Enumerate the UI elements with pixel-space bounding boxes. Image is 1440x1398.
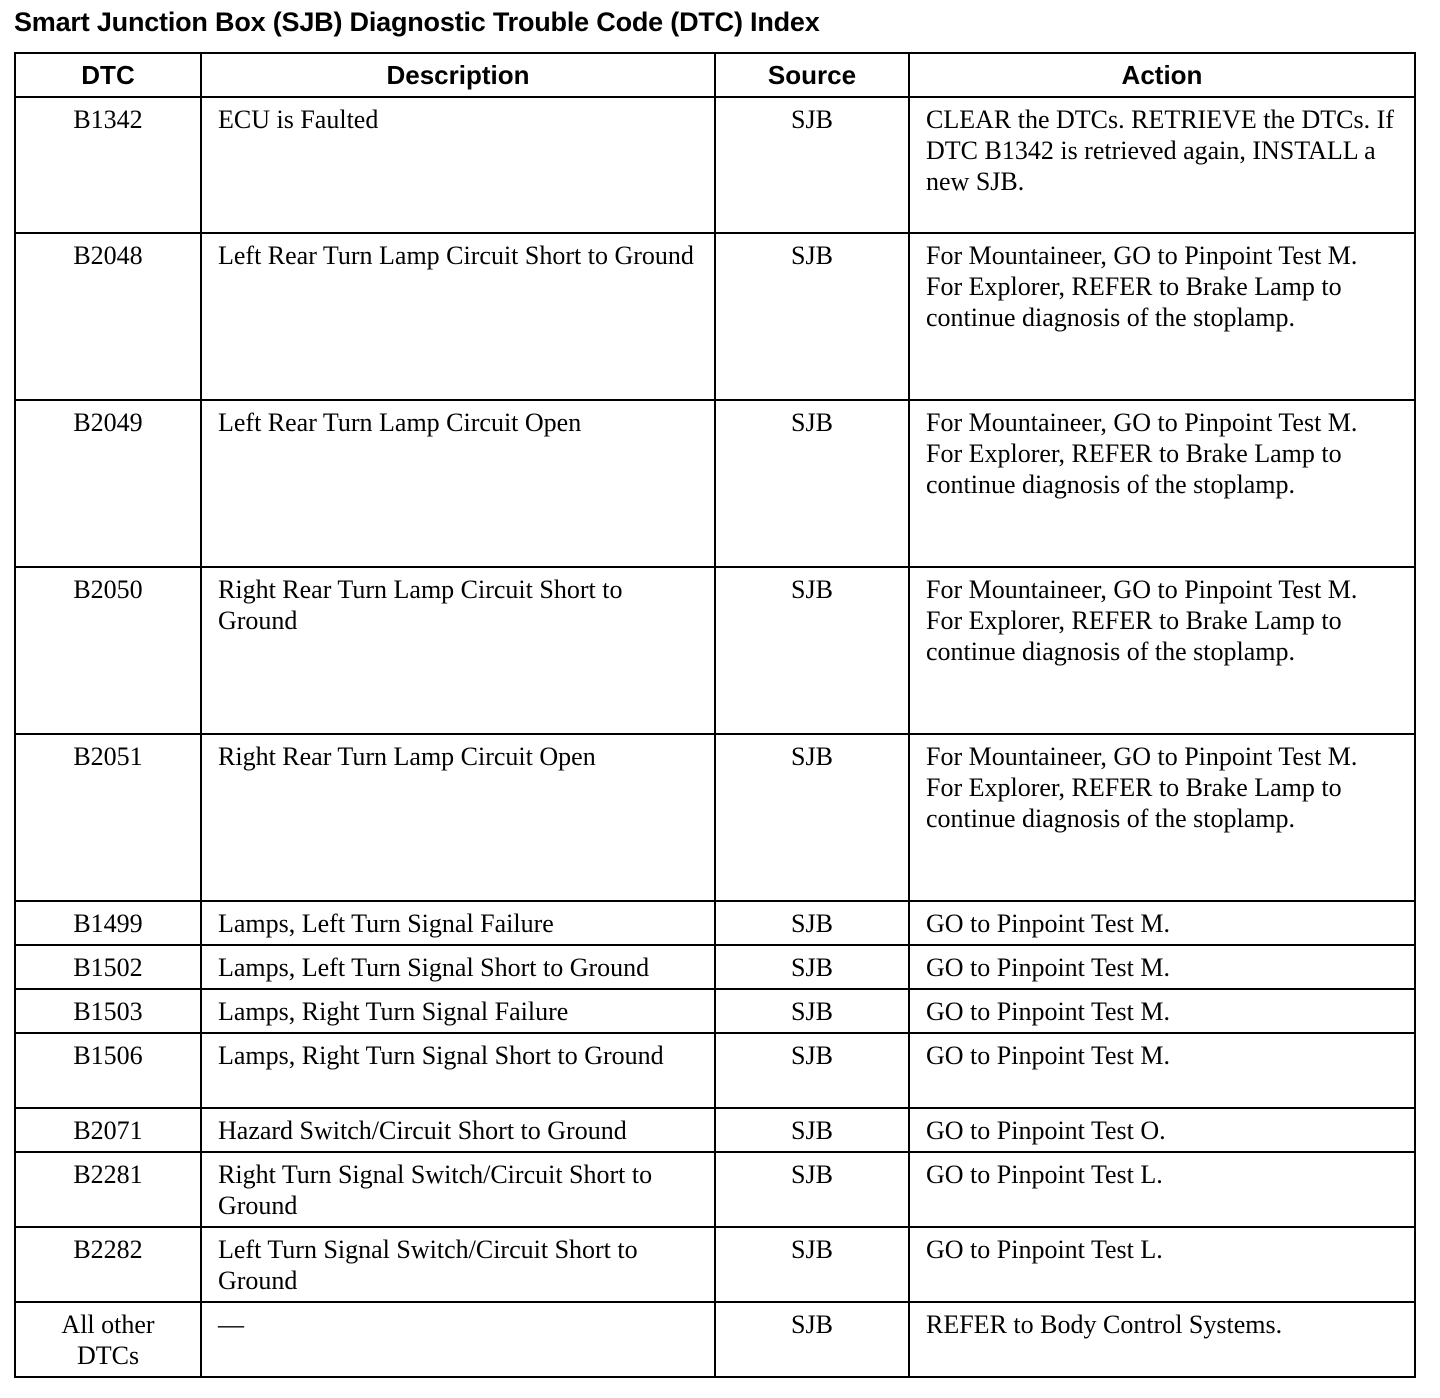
dtc-code-cell: B2071 bbox=[15, 1108, 201, 1152]
description-cell: — bbox=[201, 1302, 715, 1377]
dtc-code-cell: B1503 bbox=[15, 989, 201, 1033]
action-text: REFER to Body Control Systems. bbox=[926, 1310, 1283, 1339]
table-row bbox=[15, 1302, 1415, 1377]
dtc-code-cell: B2051 bbox=[15, 734, 201, 901]
table-row bbox=[15, 1152, 1415, 1227]
table-row bbox=[15, 901, 1415, 945]
action-cell bbox=[909, 901, 1415, 945]
description-cell: Lamps, Right Turn Signal Short to Ground bbox=[201, 1033, 715, 1108]
table-body bbox=[15, 97, 1415, 1377]
description-cell: ECU is Faulted bbox=[201, 97, 715, 233]
source-cell: SJB bbox=[715, 1033, 909, 1108]
action-cell bbox=[909, 1108, 1415, 1152]
source-cell: SJB bbox=[715, 1108, 909, 1152]
action-text: For Mountaineer, GO to Pinpoint Test M. bbox=[926, 241, 1358, 270]
table-row bbox=[15, 1033, 1415, 1108]
table-row bbox=[15, 97, 1415, 233]
action-text: GO to Pinpoint Test L. bbox=[926, 1235, 1163, 1264]
action-cell bbox=[909, 1302, 1415, 1377]
action-text: For Mountaineer, GO to Pinpoint Test M. bbox=[926, 575, 1358, 604]
page-title: Smart Junction Box (SJB) Diagnostic Trouble Code (DTC) Index bbox=[14, 7, 820, 37]
header-dtc: DTC bbox=[15, 53, 201, 97]
table-row bbox=[15, 233, 1415, 400]
dtc-code-cell: B1502 bbox=[15, 945, 201, 989]
action-text: For Explorer, REFER to Brake Lamp to continue diagnosis of the stoplamp. bbox=[926, 272, 1342, 332]
source-cell: SJB bbox=[715, 734, 909, 901]
action-text: CLEAR the DTCs. RETRIEVE the DTCs. If DTC B1342 is retrieved again, INSTALL a new SJB. bbox=[926, 105, 1394, 196]
dtc-code-cell: B1499 bbox=[15, 901, 201, 945]
dtc-index-table bbox=[14, 52, 1416, 1378]
table-row bbox=[15, 734, 1415, 901]
action-cell bbox=[909, 945, 1415, 989]
action-text: GO to Pinpoint Test M. bbox=[926, 953, 1171, 982]
action-text: For Mountaineer, GO to Pinpoint Test M. bbox=[926, 408, 1358, 437]
table-row bbox=[15, 989, 1415, 1033]
dtc-code-cell: B2049 bbox=[15, 400, 201, 567]
table-row bbox=[15, 945, 1415, 989]
table-header-row bbox=[15, 53, 1415, 97]
action-cell bbox=[909, 97, 1415, 233]
action-cell bbox=[909, 567, 1415, 734]
source-cell: SJB bbox=[715, 901, 909, 945]
dtc-code-cell: B2048 bbox=[15, 233, 201, 400]
description-cell: Lamps, Right Turn Signal Failure bbox=[201, 989, 715, 1033]
action-text: GO to Pinpoint Test M. bbox=[926, 997, 1171, 1026]
header-source: Source bbox=[715, 53, 909, 97]
source-cell: SJB bbox=[715, 567, 909, 734]
dtc-code-cell: B1342 bbox=[15, 97, 201, 233]
action-text: GO to Pinpoint Test O. bbox=[926, 1116, 1166, 1145]
action-cell bbox=[909, 1033, 1415, 1108]
action-cell bbox=[909, 400, 1415, 567]
dtc-code-cell: All other DTCs bbox=[15, 1302, 201, 1377]
action-cell bbox=[909, 734, 1415, 901]
action-text: GO to Pinpoint Test M. bbox=[926, 1041, 1171, 1070]
header-description: Description bbox=[201, 53, 715, 97]
dtc-code-cell: B2282 bbox=[15, 1227, 201, 1302]
source-cell: SJB bbox=[715, 945, 909, 989]
table-row bbox=[15, 567, 1415, 734]
description-cell: Right Turn Signal Switch/Circuit Short to Ground bbox=[201, 1152, 715, 1227]
source-cell: SJB bbox=[715, 1152, 909, 1227]
description-cell: Left Rear Turn Lamp Circuit Open bbox=[201, 400, 715, 567]
dtc-code-cell: B2281 bbox=[15, 1152, 201, 1227]
action-text: GO to Pinpoint Test L. bbox=[926, 1160, 1163, 1189]
action-cell bbox=[909, 1227, 1415, 1302]
dtc-code-cell: B2050 bbox=[15, 567, 201, 734]
source-cell: SJB bbox=[715, 233, 909, 400]
source-cell: SJB bbox=[715, 97, 909, 233]
description-cell: Left Turn Signal Switch/Circuit Short to Ground bbox=[201, 1227, 715, 1302]
action-text: For Explorer, REFER to Brake Lamp to continue diagnosis of the stoplamp. bbox=[926, 606, 1342, 666]
source-cell: SJB bbox=[715, 1227, 909, 1302]
description-cell: Right Rear Turn Lamp Circuit Short to Ground bbox=[201, 567, 715, 734]
action-text: For Explorer, REFER to Brake Lamp to continue diagnosis of the stoplamp. bbox=[926, 773, 1342, 833]
source-cell: SJB bbox=[715, 1302, 909, 1377]
description-cell: Right Rear Turn Lamp Circuit Open bbox=[201, 734, 715, 901]
action-cell bbox=[909, 989, 1415, 1033]
source-cell: SJB bbox=[715, 989, 909, 1033]
action-text: For Explorer, REFER to Brake Lamp to continue diagnosis of the stoplamp. bbox=[926, 439, 1342, 499]
dtc-code-cell: B1506 bbox=[15, 1033, 201, 1108]
description-cell: Hazard Switch/Circuit Short to Ground bbox=[201, 1108, 715, 1152]
action-cell bbox=[909, 1152, 1415, 1227]
action-text: For Mountaineer, GO to Pinpoint Test M. bbox=[926, 742, 1358, 771]
description-cell: Left Rear Turn Lamp Circuit Short to Ground bbox=[201, 233, 715, 400]
description-cell: Lamps, Left Turn Signal Failure bbox=[201, 901, 715, 945]
header-action: Action bbox=[909, 53, 1415, 97]
table-row bbox=[15, 1108, 1415, 1152]
description-cell: Lamps, Left Turn Signal Short to Ground bbox=[201, 945, 715, 989]
action-cell bbox=[909, 233, 1415, 400]
table-row bbox=[15, 1227, 1415, 1302]
source-cell: SJB bbox=[715, 400, 909, 567]
action-text: GO to Pinpoint Test M. bbox=[926, 909, 1171, 938]
table-row bbox=[15, 400, 1415, 567]
